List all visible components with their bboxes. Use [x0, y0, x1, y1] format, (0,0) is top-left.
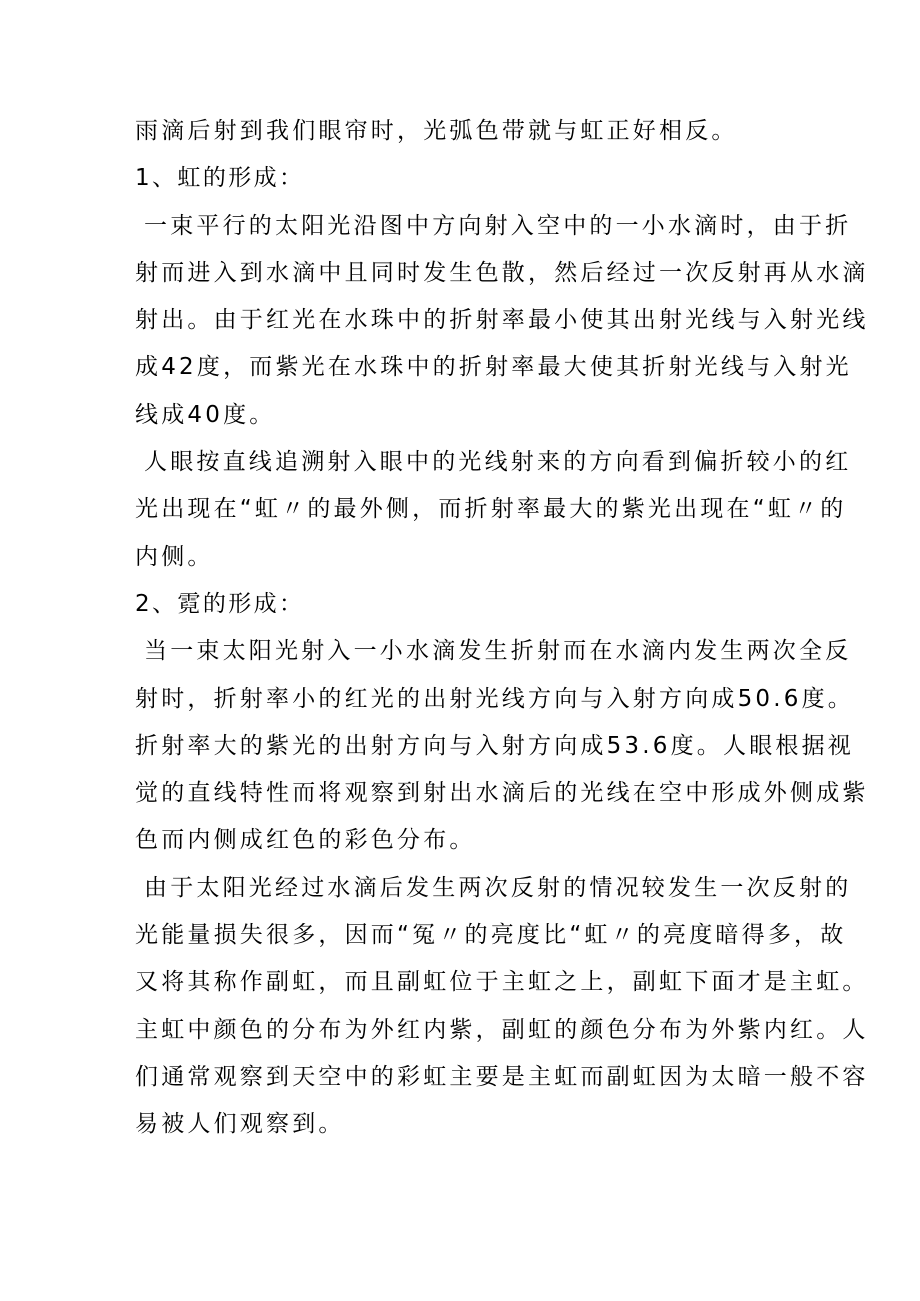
text-line: 射时，折射率小的红光的出射光线方向与入射方向成50.6度。 [135, 685, 855, 712]
text-line: 主虹中颜色的分布为外红内紫，副虹的颜色分布为外紫内红。人 [135, 1016, 869, 1043]
text-line: 射而进入到水滴中且同时发生色散，然后经过一次反射再从水滴 [135, 259, 869, 286]
text-line: 觉的直线特性而将观察到射出水滴后的光线在空中形成外侧成紫 [135, 780, 869, 807]
text-line: 光出现在“虹〃的最外侧，而折射率最大的紫光出现在“虹〃的 [135, 496, 847, 523]
text-line: 射出。由于红光在水珠中的折射率最小使其出射光线与入射光线 [135, 307, 869, 334]
text-line: 内侧。 [135, 543, 214, 570]
text-line: 一束平行的太阳光沿图中方向射入空中的一小水滴时，由于折 [144, 212, 852, 239]
document-body [135, 108, 869, 1149]
text-line: 人眼按直线追溯射入眼中的光线射来的方向看到偏折较小的红 [144, 449, 852, 476]
text-line: 当一束太阳光射入一小水滴发生折射而在水滴内发生两次全反 [144, 638, 852, 665]
text-line: 易被人们观察到。 [135, 1111, 345, 1138]
section-heading-rainbow: 1、虹的形成： [135, 165, 305, 192]
text-line: 由于太阳光经过水滴后发生两次反射的情况较发生一次反射的 [144, 874, 852, 901]
text-line: 成42度，而紫光在水珠中的折射率最大使其折射光线与入射光 [135, 354, 852, 381]
text-line: 线成40度。 [135, 401, 276, 428]
text-line: 们通常观察到天空中的彩虹主要是主虹而副虹因为太暗一般不容 [135, 1063, 869, 1090]
section-heading-secondary-rainbow: 2、霓的形成： [135, 590, 305, 617]
text-line: 又将其称作副虹，而且副虹位于主虹之上，副虹下面才是主虹。 [135, 969, 869, 996]
text-line: 折射率大的紫光的出射方向与入射方向成53.6度。人眼根据视 [135, 732, 855, 759]
text-line: 色而内侧成红色的彩色分布。 [135, 827, 476, 854]
text-line: 雨滴后射到我们眼帘时，光弧色带就与虹正好相反。 [135, 118, 738, 144]
text-line: 光能量损失很多，因而“冤〃的亮度比“虹〃的亮度暗得多，故 [135, 922, 847, 949]
